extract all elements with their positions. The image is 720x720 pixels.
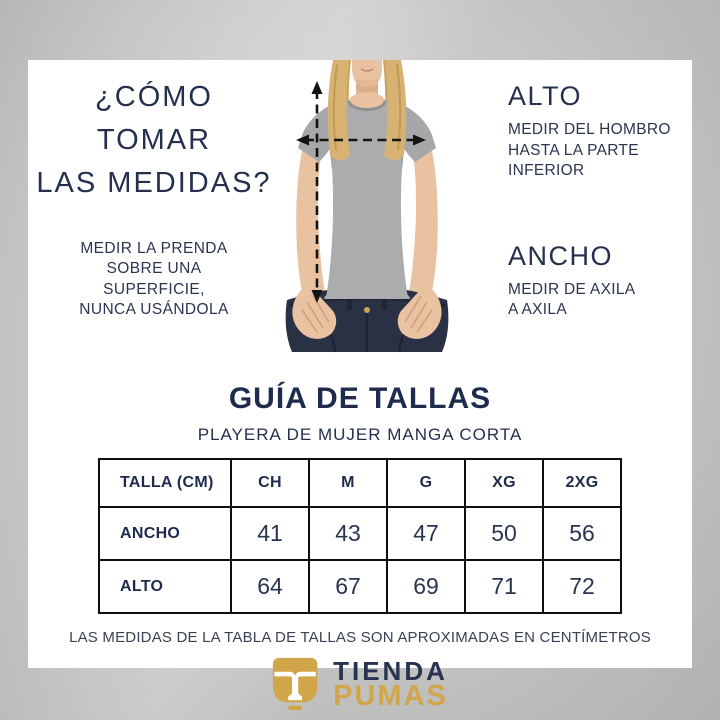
- alto-description: [508, 120, 688, 182]
- table-row-ancho: [99, 507, 621, 560]
- brand-name-pumas: PUMAS: [333, 680, 448, 712]
- header-size-m: M: [309, 459, 387, 507]
- ancho-desc-line: MEDIR DE AXILA: [508, 280, 636, 298]
- ancho-title: ANCHO: [508, 240, 614, 271]
- alto-value-ch: 64: [231, 560, 309, 613]
- ancho-desc-line: A AXILA: [508, 301, 567, 318]
- ancho-definition: [508, 238, 688, 321]
- note-line: SUPERFICIE,: [103, 280, 205, 298]
- alto-value-2xg: 72: [543, 560, 621, 613]
- puma-mascot-icon: [272, 656, 318, 712]
- header-talla-cm: TALLA (CM): [99, 459, 231, 507]
- header-size-2xg: 2XG: [543, 459, 621, 507]
- alto-desc-line: INFERIOR: [508, 162, 585, 179]
- header-size-xg: XG: [465, 459, 543, 507]
- brand-logo: [272, 656, 448, 712]
- brand-wordmark: [333, 656, 448, 712]
- note-line: SOBRE UNA: [106, 260, 202, 278]
- size-guide-heading: [28, 382, 692, 445]
- row-label-ancho: ANCHO: [99, 507, 231, 560]
- alto-desc-line: HASTA LA PARTE: [508, 141, 639, 159]
- header-size-g: G: [387, 459, 465, 507]
- ancho-value-2xg: 56: [543, 507, 621, 560]
- size-guide-subtitle: PLAYERA DE MUJER MANGA CORTA: [197, 425, 523, 444]
- alto-definition: [508, 78, 688, 182]
- alto-title: ALTO: [508, 81, 583, 111]
- size-table-header-row: [99, 459, 621, 507]
- how-to-title-line2: LAS MEDIDAS?: [36, 167, 272, 199]
- alto-desc-line: MEDIR DEL HOMBRO: [508, 121, 671, 138]
- how-to-measure-block: [36, 76, 272, 320]
- note-line: MEDIR LA PRENDA: [80, 240, 228, 257]
- size-table: [98, 458, 622, 614]
- ancho-value-ch: 41: [231, 507, 309, 560]
- brand-name-tienda: TIENDA: [333, 656, 448, 686]
- note-line: NUNCA USÁNDOLA: [79, 300, 229, 318]
- model-photo: [255, 60, 478, 370]
- content-panel: [28, 60, 692, 668]
- size-guide-title: GUÍA DE TALLAS: [228, 382, 492, 415]
- alto-value-xg: 71: [465, 560, 543, 613]
- ancho-description: [508, 280, 688, 321]
- row-label-alto: ALTO: [99, 560, 231, 613]
- table-footnote: LAS MEDIDAS DE LA TABLA DE TALLAS SON APROXIMADAS EN CENTÍMETROS: [69, 629, 651, 646]
- table-row-alto: [99, 560, 621, 613]
- ancho-value-g: 47: [387, 507, 465, 560]
- ancho-value-m: 43: [309, 507, 387, 560]
- alto-value-m: 67: [309, 560, 387, 613]
- ancho-value-xg: 50: [465, 507, 543, 560]
- alto-value-g: 69: [387, 560, 465, 613]
- how-to-measure-note: [36, 239, 272, 320]
- how-to-measure-title: [36, 76, 272, 205]
- measure-definitions: [508, 78, 688, 321]
- how-to-title-line1: ¿CÓMO TOMAR: [95, 81, 213, 156]
- header-size-ch: CH: [231, 459, 309, 507]
